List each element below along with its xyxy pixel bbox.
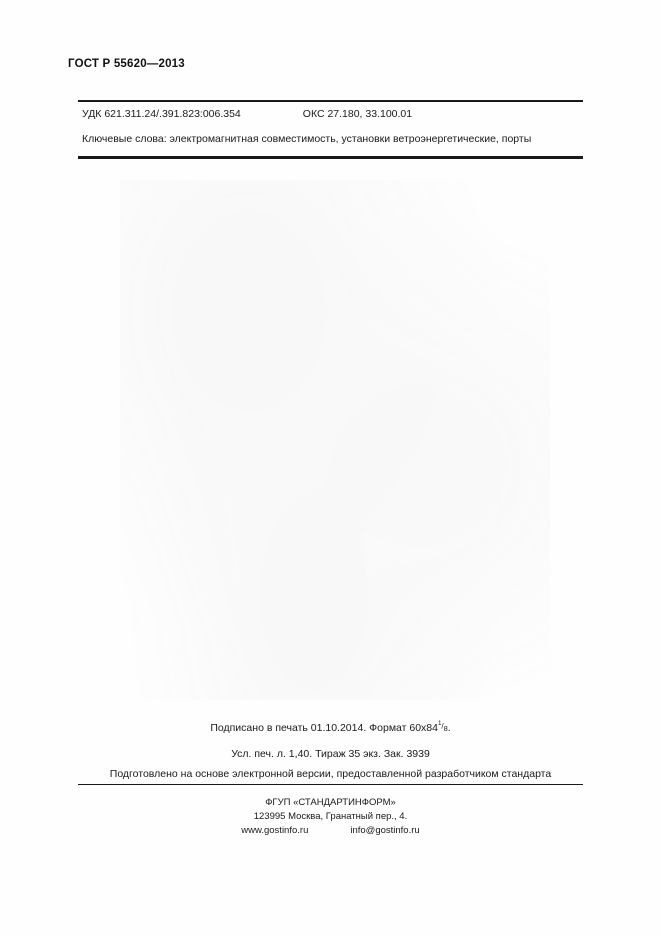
page-watermark — [120, 180, 550, 700]
publisher-email[interactable]: info@gostinfo.ru — [350, 825, 420, 836]
udk-code: УДК 621.311.24/.391.823:006.354 — [82, 108, 241, 120]
oks-code: ОКС 27.180, 33.100.01 — [302, 108, 413, 120]
table-bottom-rule — [78, 156, 583, 159]
imprint-print-prefix: Подписано в печать 01.10.2014. Формат 60х84 — [210, 722, 438, 734]
footer-rule — [78, 784, 583, 785]
table-top-rule — [78, 100, 583, 102]
fraction-numerator: 1 — [437, 719, 442, 727]
publisher-address: 123995 Москва, Гранатный пер., 4. — [253, 811, 408, 822]
udk-oks-row — [82, 108, 582, 120]
publisher-name: ФГУП «СТАНДАРТИНФОРМ» — [265, 797, 396, 808]
keywords-line: Ключевые слова: электромагнитная совместимость, установки ветроэнергетические, порты — [82, 133, 532, 145]
format-fraction: $^1$/8 — [437, 719, 448, 733]
imprint-print-info — [0, 719, 661, 734]
publisher-website[interactable]: www.gostinfo.ru — [241, 825, 309, 836]
imprint-electronic-note: Подготовлено на основе электронной версии, предоставленной разработчиком стандарта — [109, 768, 552, 780]
imprint-print-suffix: . — [447, 722, 451, 734]
publisher-contacts — [0, 825, 661, 836]
imprint-circulation: Усл. печ. л. 1,40. Тираж 35 экз. Зак. 3939 — [231, 748, 430, 760]
standard-designation: ГОСТ Р 55620—2013 — [68, 58, 185, 70]
fraction-denominator: 8 — [443, 724, 448, 733]
